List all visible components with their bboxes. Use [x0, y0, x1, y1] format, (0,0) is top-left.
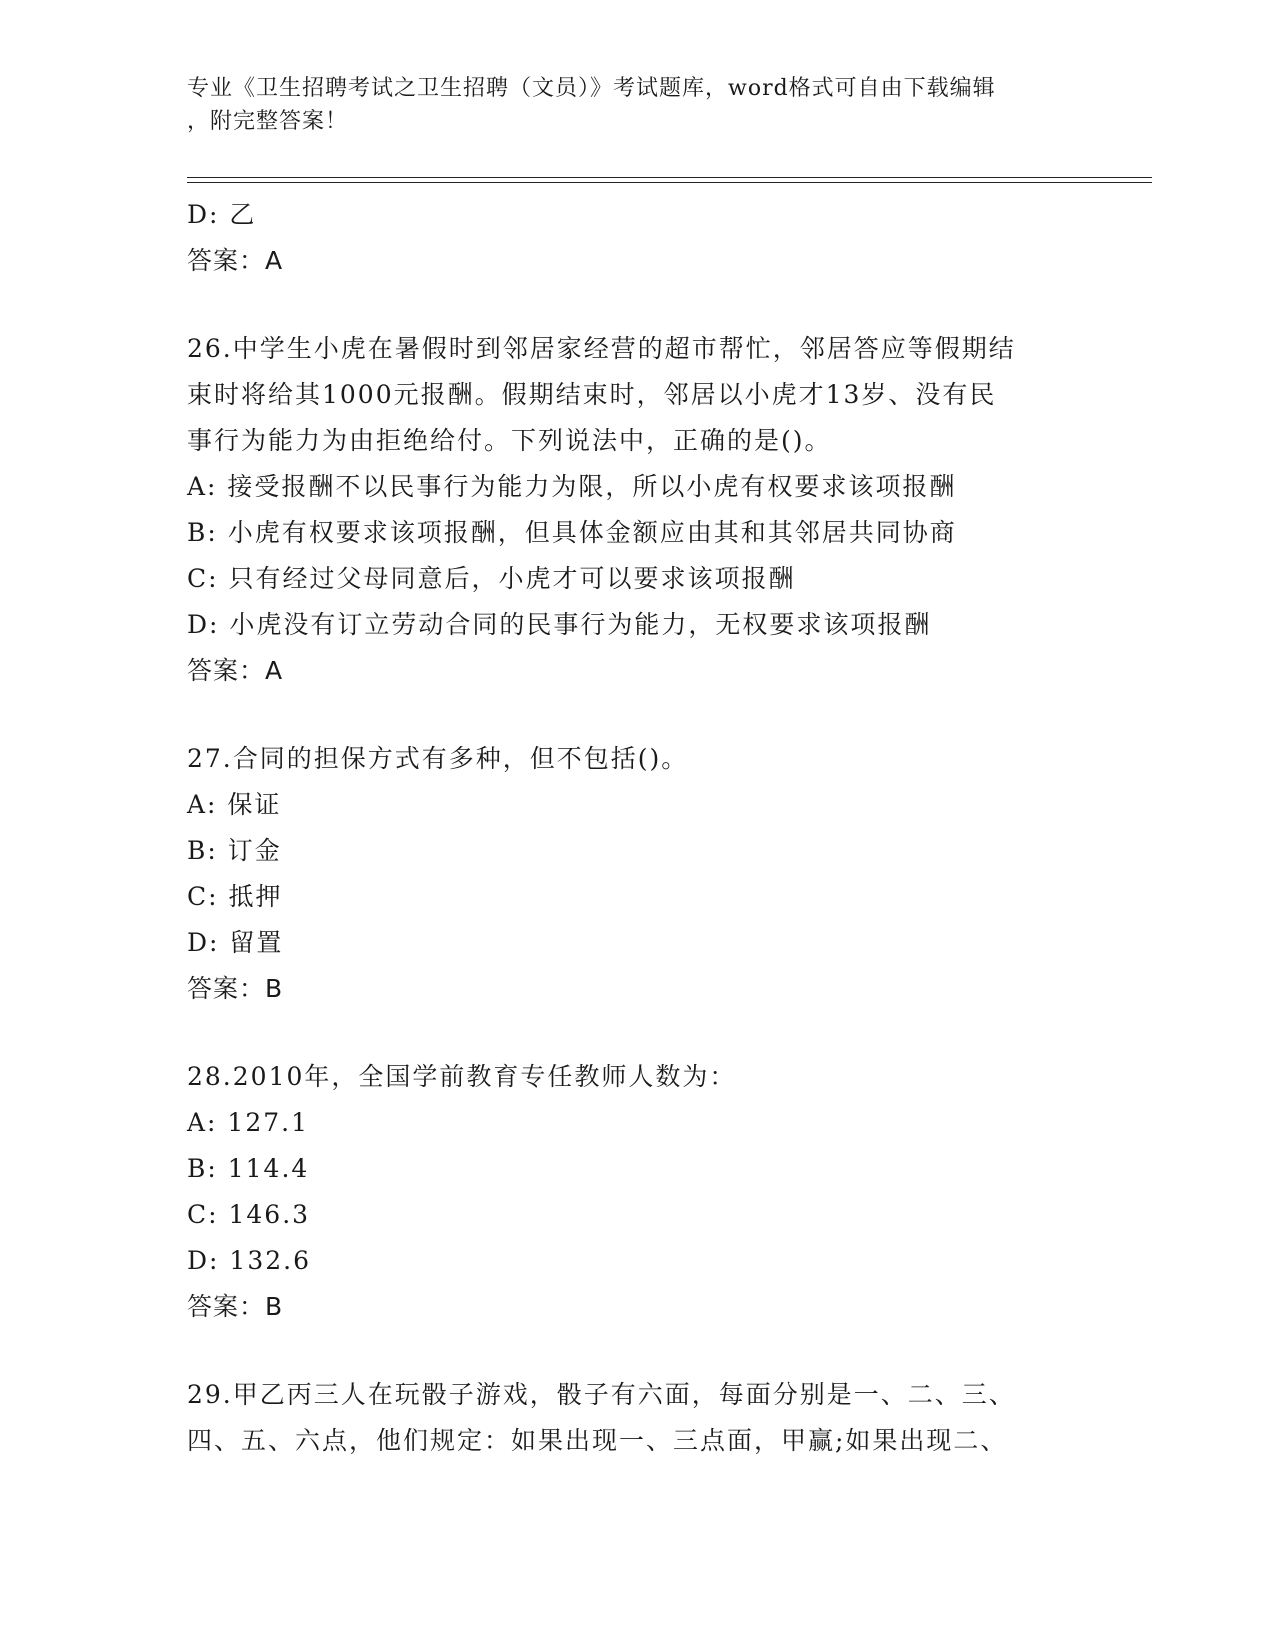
option-a: A: 接受报酬不以民事行为能力为限，所以小虎有权要求该项报酬: [187, 472, 957, 501]
question-29: [187, 1372, 1087, 1464]
header-rule-top: [187, 177, 1152, 178]
question-28: [187, 1054, 1087, 1330]
option-d: D: 留置: [187, 928, 284, 957]
prev-question: [187, 192, 1087, 284]
option-d: D: 132.6: [187, 1246, 311, 1275]
option-b: B: 小虎有权要求该项报酬，但具体金额应由其和其邻居共同协商: [187, 518, 957, 547]
question-stem-line: 事行为能力为由拒绝给付。下列说法中，正确的是()。: [187, 426, 832, 455]
option-b: B: 订金: [187, 836, 282, 865]
question-stem-line: 28.2010年，全国学前教育专任教师人数为：: [187, 1062, 737, 1091]
answer: 答案：B: [187, 974, 284, 1003]
question-stem-line: 束时将给其1000元报酬。假期结束时，邻居以小虎才13岁、没有民: [187, 380, 997, 409]
option-c: C: 抵押: [187, 882, 283, 911]
question-26: [187, 326, 1087, 694]
question-stem-line: 27.合同的担保方式有多种，但不包括()。: [187, 744, 689, 773]
document-header: [187, 72, 1067, 138]
header-rule-bottom: [187, 182, 1152, 183]
question-stem-line: 四、五、六点，他们规定：如果出现一、三点面，甲赢;如果出现二、: [187, 1426, 1008, 1455]
header-line-2: ，附完整答案！: [187, 109, 349, 134]
question-27: [187, 736, 1087, 1012]
option-c: C: 146.3: [187, 1200, 311, 1229]
answer: 答案：A: [187, 246, 284, 275]
option-a: A: 127.1: [187, 1108, 309, 1137]
question-content: [187, 192, 1087, 1464]
header-line-1: 专业《卫生招聘考试之卫生招聘（文员）》考试题库，word格式可自由下载编辑: [187, 76, 996, 101]
question-stem-line: 29.甲乙丙三人在玩骰子游戏，骰子有六面，每面分别是一、二、三、: [187, 1380, 1016, 1409]
option-d: D: 乙: [187, 200, 257, 229]
option-c: C: 只有经过父母同意后，小虎才可以要求该项报酬: [187, 564, 796, 593]
answer: 答案：A: [187, 656, 284, 685]
option-d: D: 小虎没有订立劳动合同的民事行为能力，无权要求该项报酬: [187, 610, 932, 639]
option-b: B: 114.4: [187, 1154, 310, 1183]
question-stem-line: 26.中学生小虎在暑假时到邻居家经营的超市帮忙，邻居答应等假期结: [187, 334, 1016, 363]
answer: 答案：B: [187, 1292, 284, 1321]
option-a: A: 保证: [187, 790, 282, 819]
